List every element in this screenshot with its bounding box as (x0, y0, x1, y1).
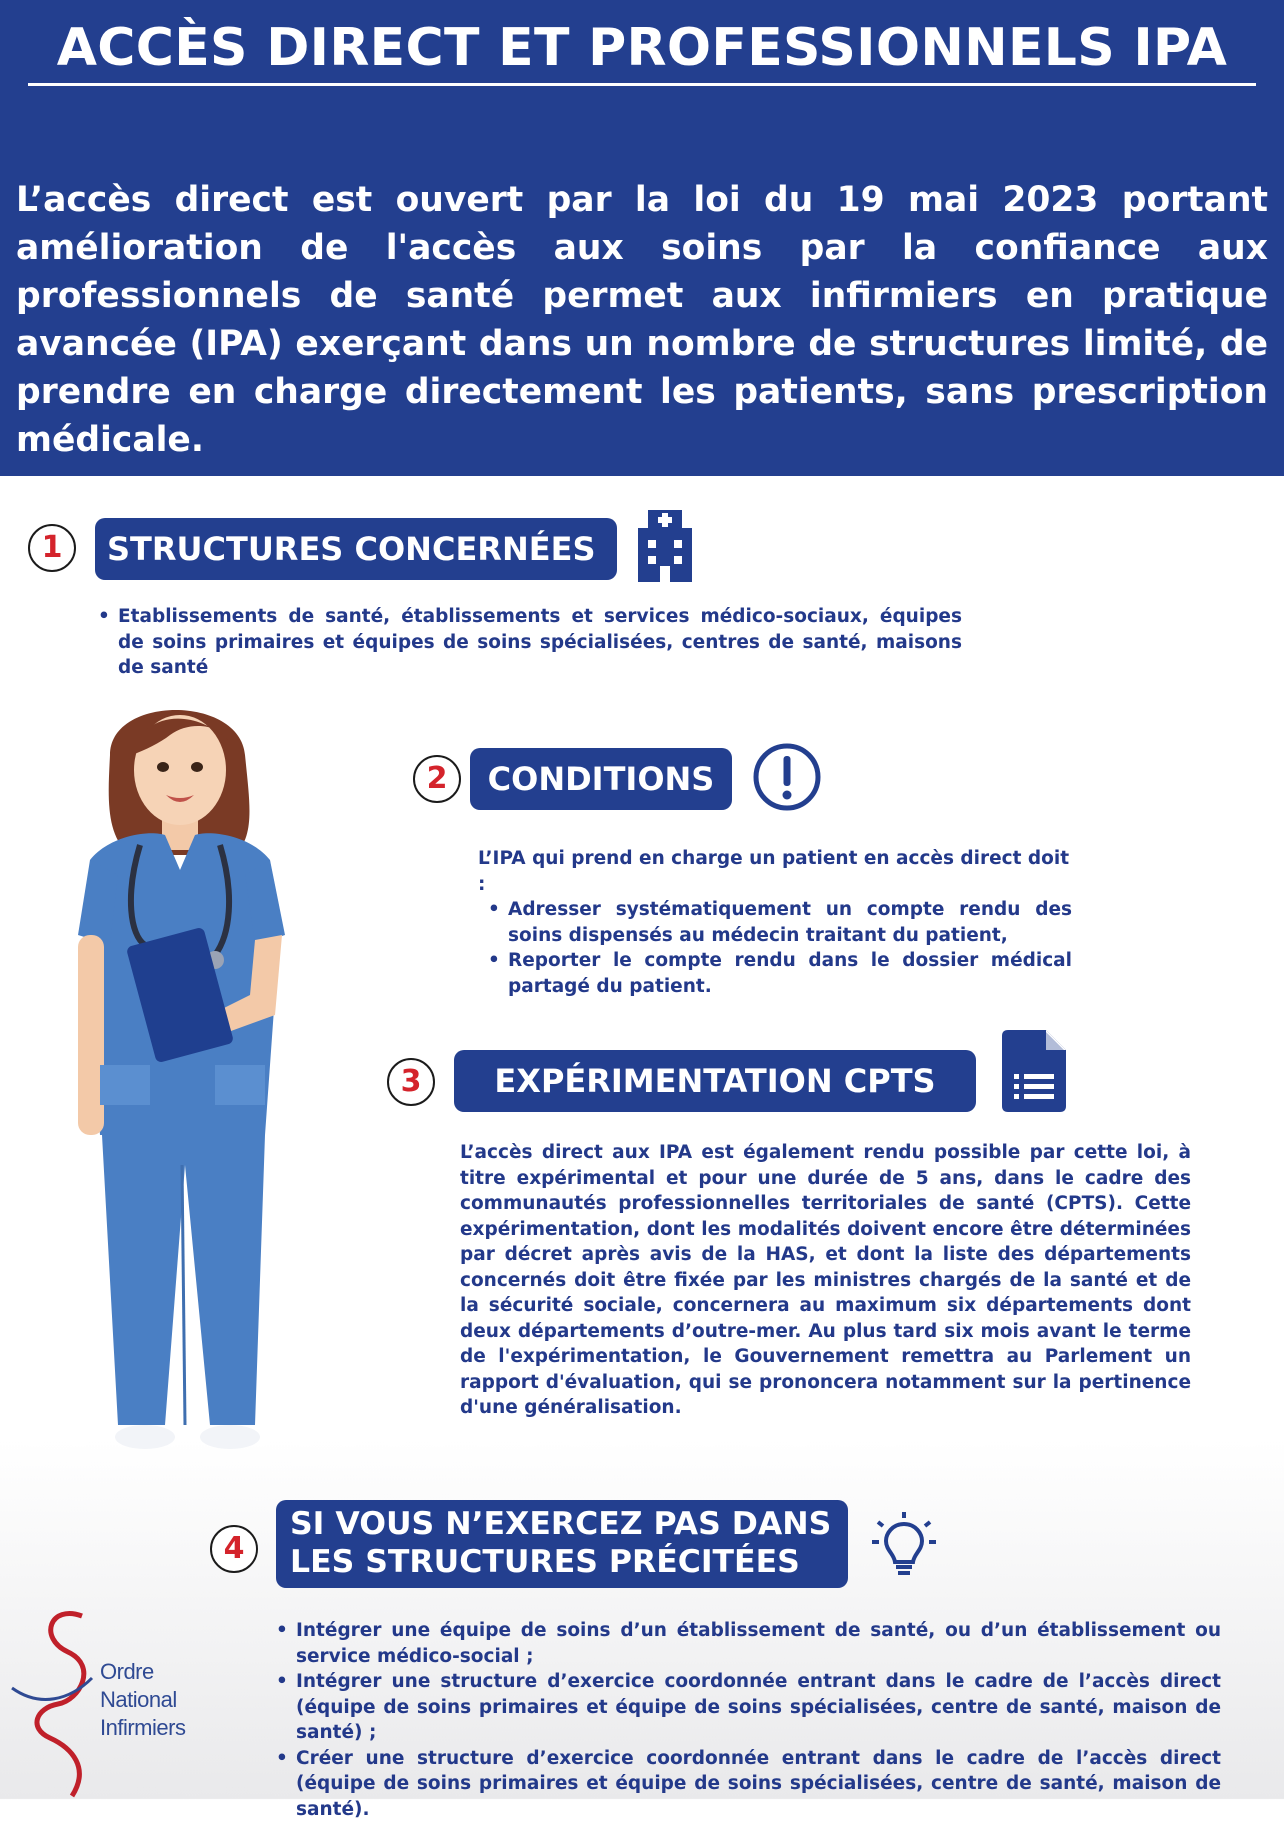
nurse-illustration (70, 695, 310, 1465)
hospital-icon (634, 510, 696, 582)
conditions-intro: L’IPA qui prend en charge un patient en accès direct doit : (478, 846, 1078, 897)
section-title-not-in-structures (276, 1500, 848, 1588)
section-title-experimentation: EXPÉRIMENTATION CPTS (454, 1050, 976, 1112)
list-item: • Intégrer une équipe de soins d’un établissement de santé, ou d’un établissement ou service médico-social ; (276, 1618, 1221, 1669)
header-banner (0, 0, 1284, 476)
intro-paragraph: L’accès direct est ouvert par la loi du 19 mai 2023 portant amélioration de l'accès aux soins par la confiance aux professionnels de santé permet aux infirmiers en pratique avancée (IPA) exerçant dans un nombre de structures limité, de prendre en charge directement les patients, sans prescription médicale. (16, 176, 1268, 464)
section-3-text: L’accès direct aux IPA est également rendu possible par cette loi, à titre expérimental et pour une durée de 5 ans, dans le cadre des communautés professionnelles territoriales de santé (CPTS). Cette expérimentation, dont les modalités doivent encore être déterminées par décret après avis de la HAS, et dont la liste des départements concernés doit être fixée par les ministres chargés de la santé et de la sécurité sociale, concernera au maximum six départements dont deux départements d’outre-mer. Au plus tard six mois avant le terme de l'expérimentation, le Gouvernement remettra au Parlement un rapport d'évaluation, qui se prononcera notamment sur la pertinence d'une généralisation. (460, 1140, 1191, 1421)
exclamation-circle-icon (752, 742, 822, 812)
list-item: • Adresser systématiquement un compte rendu des soins dispensés au médecin traitant du patient, (488, 897, 1072, 948)
logo-line-infirmiers: Infirmiers (100, 1714, 185, 1742)
list-item: • Créer une structure d’exercice coordonnée entrant dans le cadre de l’accès direct (équipe de soins primaires et équipe de soins spécialisées, centre de santé, maison de santé). (276, 1746, 1221, 1822)
section-4-content (276, 1618, 1221, 1822)
section-number-1: 1 (28, 524, 76, 572)
section-title-conditions: CONDITIONS (470, 748, 732, 810)
section-4-title-line-2: LES STRUCTURES PRÉCITÉES (290, 1543, 848, 1581)
section-number-2: 2 (413, 755, 461, 803)
logo-text (100, 1658, 185, 1742)
section-title-structures: STRUCTURES CONCERNÉES (95, 518, 617, 580)
list-item: • Intégrer une structure d’exercice coordonnée entrant dans le cadre de l’accès direct (équipe de soins primaires et équipe de soins spécialisées, centre de santé, maison de santé) ; (276, 1669, 1221, 1746)
section-number-4: 4 (210, 1525, 258, 1573)
section-1-content (98, 604, 962, 681)
list-item: • Reporter le compte rendu dans le dossier médical partagé du patient. (488, 948, 1072, 999)
logo-line-national: National (100, 1686, 185, 1714)
section-number-3: 3 (387, 1058, 435, 1106)
logo-line-ordre: Ordre (100, 1658, 185, 1686)
list-item: • Etablissements de santé, établissements et services médico-sociaux, équipes de soins primaires et équipes de soins spécialisées, centres de santé, maisons de santé (98, 604, 962, 681)
page-title: ACCÈS DIRECT ET PROFESSIONNELS IPA (28, 14, 1256, 82)
title-underline (28, 83, 1256, 86)
document-list-icon (1002, 1030, 1066, 1112)
lightbulb-icon (870, 1510, 938, 1578)
section-2-content (488, 897, 1072, 999)
section-4-title-line-1: SI VOUS N’EXERCEZ PAS DANS (290, 1505, 848, 1543)
